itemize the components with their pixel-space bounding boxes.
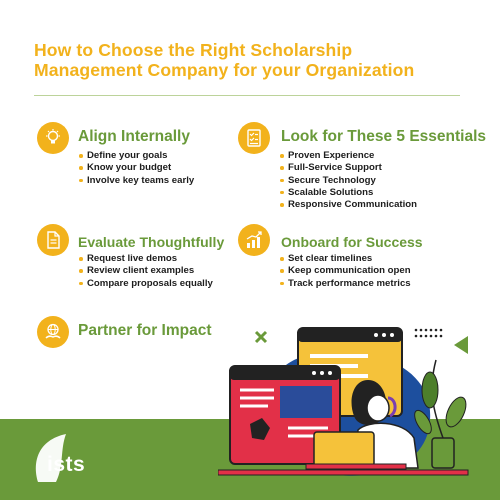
list-item: Proven Experience <box>280 150 417 162</box>
list-item: Involve key teams early <box>79 175 194 187</box>
list-item: Set clear timelines <box>280 253 411 265</box>
list-item: Keep communication open <box>280 265 411 277</box>
globe-handshake-icon <box>37 316 69 348</box>
section-heading-align: Align Internally <box>78 128 190 145</box>
illustration <box>218 320 500 500</box>
align-list <box>79 150 194 187</box>
section-heading-evaluate: Evaluate Thoughtfully <box>78 234 225 250</box>
list-item: Track performance metrics <box>280 278 411 290</box>
list-item: Scalable Solutions <box>280 187 417 199</box>
section-heading-partner: Partner for Impact <box>78 322 212 339</box>
section-heading-onboard: Onboard for Success <box>281 234 423 250</box>
essentials-list <box>280 150 417 211</box>
brand-logo-text: ists <box>47 453 86 476</box>
document-icon <box>37 224 69 256</box>
list-item: Secure Technology <box>280 175 417 187</box>
list-item: Compare proposals equally <box>79 278 213 290</box>
list-item: Review client examples <box>79 265 213 277</box>
onboard-list <box>280 253 411 290</box>
title-line-2: Management Company for your Organization <box>34 60 415 80</box>
list-item: Full-Service Support <box>280 162 417 174</box>
checklist-icon <box>238 122 270 154</box>
lightbulb-gear-icon <box>37 122 69 154</box>
list-item: Responsive Communication <box>280 199 417 211</box>
growth-chart-icon <box>238 224 270 256</box>
list-item: Know your budget <box>79 162 194 174</box>
section-heading-essentials: Look for These 5 Essentials <box>281 128 487 145</box>
title-line-1: How to Choose the Right Scholarship <box>34 40 353 60</box>
list-item: Define your goals <box>79 150 194 162</box>
title-divider <box>34 95 460 96</box>
page-title <box>34 40 474 80</box>
evaluate-list <box>79 253 213 290</box>
list-item: Request live demos <box>79 253 213 265</box>
